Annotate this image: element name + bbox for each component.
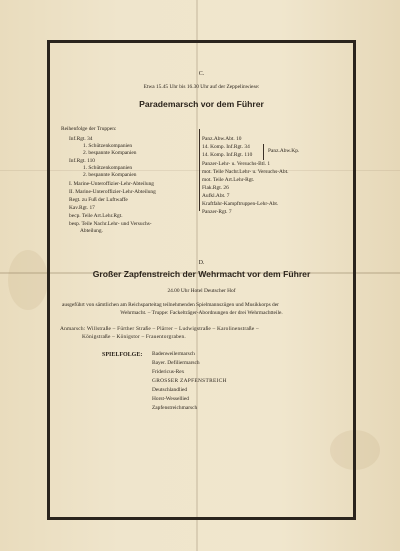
list-item: 1. Schützenkompanien: [83, 165, 133, 171]
list-item: mot. Teile Nachr.Lehr- u. Versuchs-Abt.: [202, 169, 289, 175]
paper-stain: [8, 250, 48, 310]
program-frame: [47, 40, 356, 520]
section-d-letter: D.: [198, 260, 205, 266]
list-item: Horst-Wessellied: [152, 396, 189, 402]
list-item: Panzer-Rgt. 7: [202, 209, 232, 215]
section-d-title: Großer Zapfenstreich der Wehrmacht vor dem Führer: [92, 269, 311, 279]
list-item: besp. Teile Nachr.Lehr- und Versuchs-: [69, 221, 152, 227]
list-item: Badenweilermarsch: [152, 351, 195, 357]
list-item: I. Marine-Unteroffizier-Lehr-Abteilung: [69, 181, 154, 187]
list-item: Zapfenstreichmarsch: [152, 405, 198, 411]
section-c-time: Etwa 15.45 Uhr bis 16.30 Uhr auf der Zeppelinwiese:: [143, 84, 260, 90]
list-item: 2. bespannte Kompanien: [83, 150, 137, 156]
list-item: Panzer-Lehr- u. Versuchs-Btl. 1: [202, 161, 271, 167]
list-item: Kav.Rgt. 17: [69, 205, 95, 211]
route-text: Anmarsch: Willstraße – Fürther Straße – Plärrer – Ludwigstraße – Karolinenstraße –: [60, 326, 259, 332]
list-item: Fridericus-Rex: [152, 369, 185, 375]
list-item: Kraftfahr-Kampftruppen-Lehr-Abt.: [202, 201, 279, 207]
section-d-description: ausgeführt von sämtlichen am Reichsparteitag teilnehmenden Spielmannszügen und Musikkorps der: [62, 302, 279, 308]
list-item: 14. Komp. Inf.Rgt. 110: [202, 152, 253, 158]
list-item: bесp. Teile Art.Lehr.Rgt.: [69, 213, 123, 219]
list-item: Regt. zu Fuß der Luftwaffe: [69, 197, 128, 203]
program-label: SPIELFOLGE:: [102, 352, 143, 358]
list-item: II. Marine-Unteroffizier-Lehr-Abteilung: [69, 189, 156, 195]
bracket-label: Panz.Abw.Kp.: [268, 148, 300, 154]
list-item: Panz.Abw.Abt. 10: [202, 136, 242, 142]
list-item: mot. Teile Art.Lehr-Rgt.: [202, 177, 255, 183]
list-item: Bayer. Defiliermarsch: [152, 360, 200, 366]
list-item: Abteilung.: [80, 228, 103, 234]
section-c-title: Parademarsch vor dem Führer: [139, 99, 264, 109]
list-item: 14. Komp. Inf.Rgt. 34: [202, 144, 250, 150]
list-item: Inf.Rgt. 34: [69, 136, 93, 142]
list-item: 1. Schützenkompanien: [83, 143, 133, 149]
list-item: Flak.Rgt. 26: [202, 185, 229, 191]
list-item: Deutschlandlied: [152, 387, 188, 393]
bracket: [263, 144, 265, 160]
section-d-time: 24.00 Uhr Hotel Deutscher Hof: [167, 288, 236, 294]
section-d-description: Wehrmacht. – Truppe: Fackelträger-Abordnungen der drei Wehrmachtteile.: [120, 310, 283, 316]
order-heading: Reihenfolge der Truppen:: [61, 126, 117, 132]
list-item: 2. bespannte Kompanien: [83, 172, 137, 178]
route-text: Königstraße – Königstor – Frauentorgraben.: [82, 334, 186, 340]
list-item: GROSSER ZAPFENSTREICH: [152, 378, 227, 384]
column-divider: [199, 129, 200, 211]
list-item: Inf.Rgt. 110: [69, 158, 96, 164]
list-item: Aufkl.Abt. 7: [202, 193, 230, 199]
section-c-letter: C.: [198, 71, 205, 77]
